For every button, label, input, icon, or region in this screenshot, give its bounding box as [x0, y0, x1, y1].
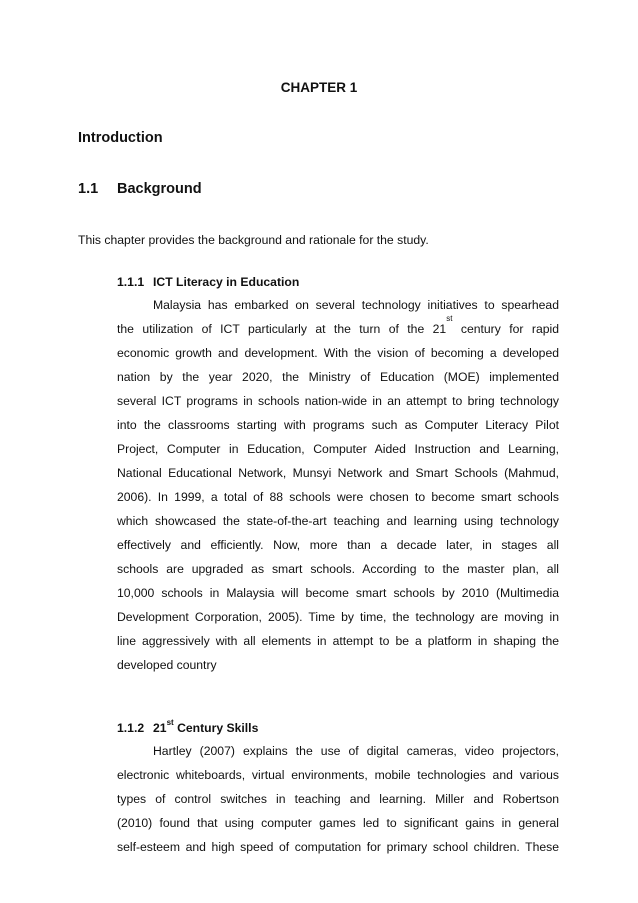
- paragraph-line: line aggressively with all elements in attempt to be a platform in shaping the: [117, 634, 559, 648]
- paragraph-line: effectively and efficiently. Now, more than a decade later, in stages all: [117, 538, 559, 552]
- intro-paragraph: This chapter provides the background and rationale for the study.: [78, 233, 429, 247]
- section-title: Introduction: [78, 130, 163, 146]
- paragraph-line: Development Corporation, 2005). Time by time, the technology are moving in: [117, 610, 559, 624]
- title-text: 21: [153, 721, 167, 735]
- subsection-number: 1.1: [78, 181, 99, 197]
- ict-heading-title: ICT Literacy in Education: [153, 275, 300, 289]
- ict-heading-number: 1.1.1: [117, 275, 145, 289]
- paragraph-line: Malaysia has embarked on several technology initiatives to spearhead: [153, 298, 559, 312]
- paragraph-line: several ICT programs in schools nation-wide in an attempt to bring technology: [117, 394, 559, 408]
- paragraph-line: Project, Computer in Education, Computer Aided Instruction and Learning,: [117, 442, 559, 456]
- paragraph-line: schools are upgraded as smart schools. According to the master plan, all: [117, 562, 559, 576]
- chapter-heading: CHAPTER 1: [280, 80, 358, 95]
- line-text: century for rapid: [452, 322, 559, 336]
- paragraph-line: [117, 314, 559, 337]
- paragraph-line: electronic whiteboards, virtual environments, mobile technologies and various: [117, 768, 559, 782]
- ordinal-superscript: st: [446, 314, 453, 323]
- paragraph-line: types of control switches in teaching and learning. Miller and Robertson: [117, 792, 559, 806]
- paragraph-line: self-esteem and high speed of computation for primary school children. These: [117, 840, 559, 854]
- paragraph-line: economic growth and development. With the vision of becoming a developed: [117, 346, 559, 360]
- paragraph-line: (2010) found that using computer games led to significant gains in general: [117, 816, 559, 830]
- paragraph-line: nation by the year 2020, the Ministry of Education (MOE) implemented: [117, 370, 559, 384]
- paragraph-line: 2006). In 1999, a total of 88 schools were chosen to become smart schools: [117, 490, 559, 504]
- paragraph-line: National Educational Network, Munsyi Network and Smart Schools (Mahmud,: [117, 466, 559, 480]
- line-text: the utilization of ICT particularly at the turn of the 21: [117, 322, 447, 336]
- paragraph-line: which showcased the state-of-the-art teaching and learning using technology: [117, 514, 559, 528]
- title-text: Century Skills: [173, 721, 259, 735]
- paragraph-line: into the classrooms starting with programs such as Computer Literacy Pilot: [117, 418, 559, 432]
- skills-heading-number: 1.1.2: [117, 721, 145, 735]
- paragraph-line: Hartley (2007) explains the use of digital cameras, video projectors,: [153, 744, 559, 758]
- paragraph-line: developed country: [117, 658, 217, 672]
- ordinal-superscript: st: [166, 718, 174, 727]
- paragraph-line: 10,000 schools in Malaysia will become smart schools by 2010 (Multimedia: [117, 586, 559, 600]
- skills-heading-title: [153, 718, 259, 735]
- subsection-title: Background: [117, 181, 202, 197]
